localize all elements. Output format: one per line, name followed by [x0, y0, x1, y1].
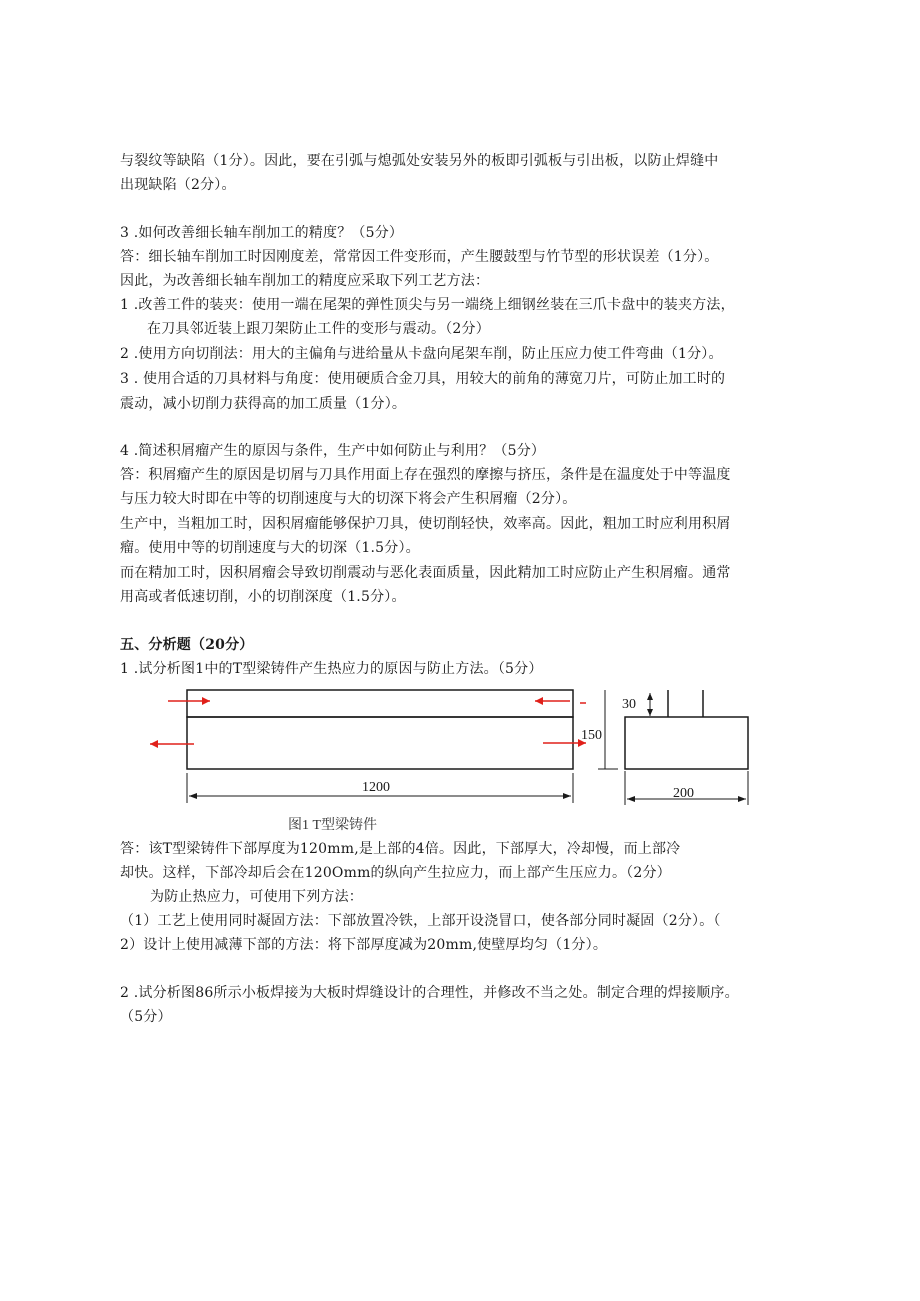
text-line: 与裂纹等缺陷（1分）。因此，要在引弧与熄弧处安装另外的板即引弧板与引出板，以防止焊缝中: [120, 153, 719, 169]
beam-bottom-body: [187, 717, 573, 769]
text-line: 答：该T型梁铸件下部厚度为120mm,是上部的4倍。因此，下部厚大，冷却慢，而上部冷: [120, 841, 681, 857]
text-line: 与压力较大时即在中等的切削速度与大的切深下将会产生积屑瘤（2分）。: [120, 491, 577, 507]
figure-t-beam: [140, 685, 770, 837]
dimension-length: 1200: [362, 780, 390, 795]
stress-arrows: [150, 697, 586, 748]
question-heading: 2 .试分析图86所示小板焊接为大板时焊缝设计的合理性，并修改不当之处。制定合理的焊接顺序。: [120, 985, 739, 1001]
question-heading: 4 .简述积屑瘤产生的原因与条件，生产中如何防止与利用？（5分）: [120, 443, 546, 459]
text-line: 而在精加工时，因积屑瘤会导致切削震动与恶化表面质量，因此精加工时应防止产生积屑瘤。通常: [120, 565, 731, 581]
text-line: 答：积屑瘤产生的原因是切屑与刀具作用面上存在强烈的摩擦与挤压，条件是在温度处于中等温度: [120, 467, 731, 483]
figure-caption: 图1 T型梁铸件: [288, 818, 378, 833]
text-line: 3 . 使用合适的刀具材料与角度：使用硬质合金刀具，用较大的前角的薄宽刀片，可防止加工时的: [120, 371, 726, 387]
text-line: 1 .改善工件的装夹：使用一端在尾架的弹性顶尖与另一端绕上细钢丝装在三爪卡盘中的装夹方法，: [120, 297, 735, 313]
text-line: 2）设计上使用减薄下部的方法：将下部厚度减为20mm,使壁厚均匀（1分）。: [120, 937, 608, 953]
text-line: 因此，为改善细长轴车削加工的精度应采取下列工艺方法：: [120, 273, 490, 289]
text-line: 2 .使用方向切削法：用大的主偏角与进给量从卡盘向尾架车削，防止压应力使工件弯曲（1分）。: [120, 346, 723, 362]
question-heading: 3 .如何改善细长轴车削加工的精度？（5分）: [120, 225, 404, 241]
text-line: （5分）: [120, 1009, 172, 1025]
cross-section: [625, 717, 748, 769]
text-line: 答：细长轴车削加工时因刚度差，常常因工件变形而，产生腰鼓型与竹节型的形状误差（1分）。: [120, 249, 719, 265]
dimension-height: 150: [581, 728, 602, 743]
text-line: 却快。这样，下部冷却后会在120Omm的纵向产生拉应力，而上部产生压应力。（2分）: [120, 865, 671, 881]
text-line: 震动，减小切削力获得高的加工质量（1分）。: [120, 396, 407, 412]
section-heading: 五、分析题（20分）: [120, 637, 254, 653]
text-line: 用高或者低速切削，小的切削深度（1.5分）。: [120, 589, 406, 605]
beam-top-flange: [187, 690, 573, 717]
dimension-flange: 30: [622, 697, 636, 712]
text-line: 出现缺陷（2分）。: [120, 177, 236, 193]
text-line: 生产中，当粗加工时，因积屑瘤能够保护刀具，使切削轻快，效率高。因此，粗加工时应利用积屑: [120, 516, 731, 532]
question-heading: 1 .试分析图1中的T型梁铸件产生热应力的原因与防止方法。（5分）: [120, 661, 543, 677]
text-line: 在刀具邻近装上跟刀架防止工件的变形与震动。（2分）: [147, 321, 490, 337]
dimension-width: 200: [673, 786, 694, 801]
text-line: 为防止热应力，可使用下列方法：: [150, 889, 363, 905]
text-line: （1）工艺上使用同时凝固方法：下部放置冷铁，上部开设浇冒口，使各部分同时凝固（2分）。（: [120, 913, 721, 929]
text-line: 瘤。使用中等的切削速度与大的切深（1.5分）。: [120, 540, 420, 556]
